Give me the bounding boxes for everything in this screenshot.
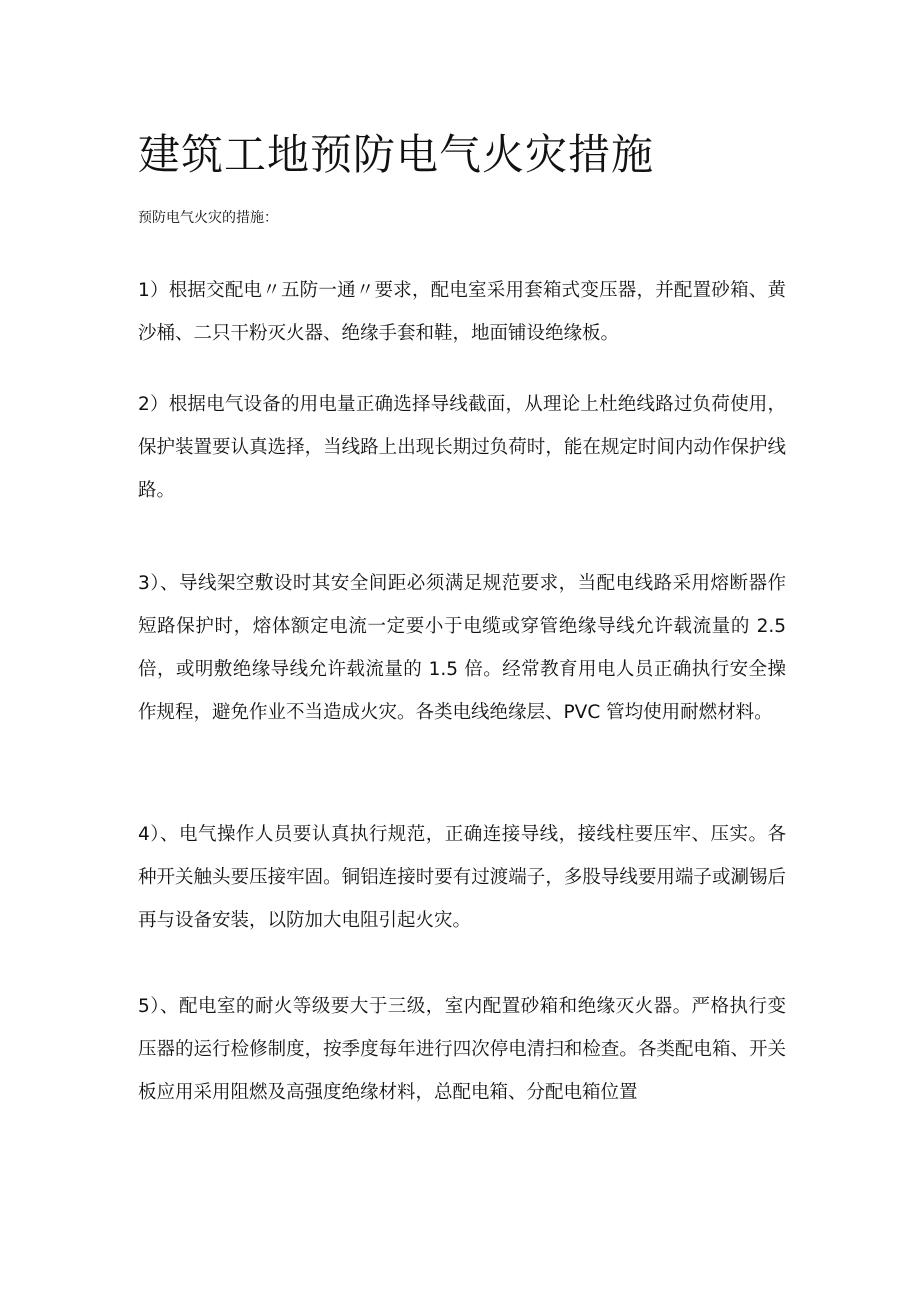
document-title: 建筑工地预防电气火灾措施 [138,130,655,179]
paragraph-1: 1）根据交配电〃五防一通〃要求，配电室采用套箱式变压器，并配置砂箱、黄沙桶、二只干粉灭火器、绝缘手套和鞋，地面铺设绝缘板。 [138,280,786,344]
paragraph-2: 2）根据电气设备的用电量正确选择导线截面，从理论上杜绝线路过负荷使用，保护装置要认真选择，当线路上出现长期过负荷时，能在规定时间内动作保护线路。 [138,394,786,501]
document-subtitle: 预防电气火灾的措施： [138,210,278,226]
paragraph-3: 3）、导线架空敷设时其安全间距必须满足规范要求，当配电线路采用熔断器作短路保护时，熔体额定电流一定要小于电缆或穿管绝缘导线允许载流量的 2.5 倍，或明敷绝缘导线允许载流量的 1.5 倍。经常教育用电人员正确执行安全操作规程，避免作业不当造成火灾。各类电线绝缘层、PVC 管均使用耐燃材料。 [138,573,786,723]
paragraph-4: 4）、电气操作人员要认真执行规范，正确连接导线，接线柱要压牢、压实。各种开关触头要压接牢固。铜铝连接时要有过渡端子，多股导线要用端子或涮锡后再与设备安装，以防加大电阻引起火灾。 [138,824,786,931]
paragraph-5: 5）、配电室的耐火等级要大于三级，室内配置砂箱和绝缘灭火器。严格执行变压器的运行检修制度，按季度每年进行四次停电清扫和检查。各类配电箱、开关板应用采用阻燃及高强度绝缘材料，总配电箱、分配电箱位置 [138,996,786,1103]
